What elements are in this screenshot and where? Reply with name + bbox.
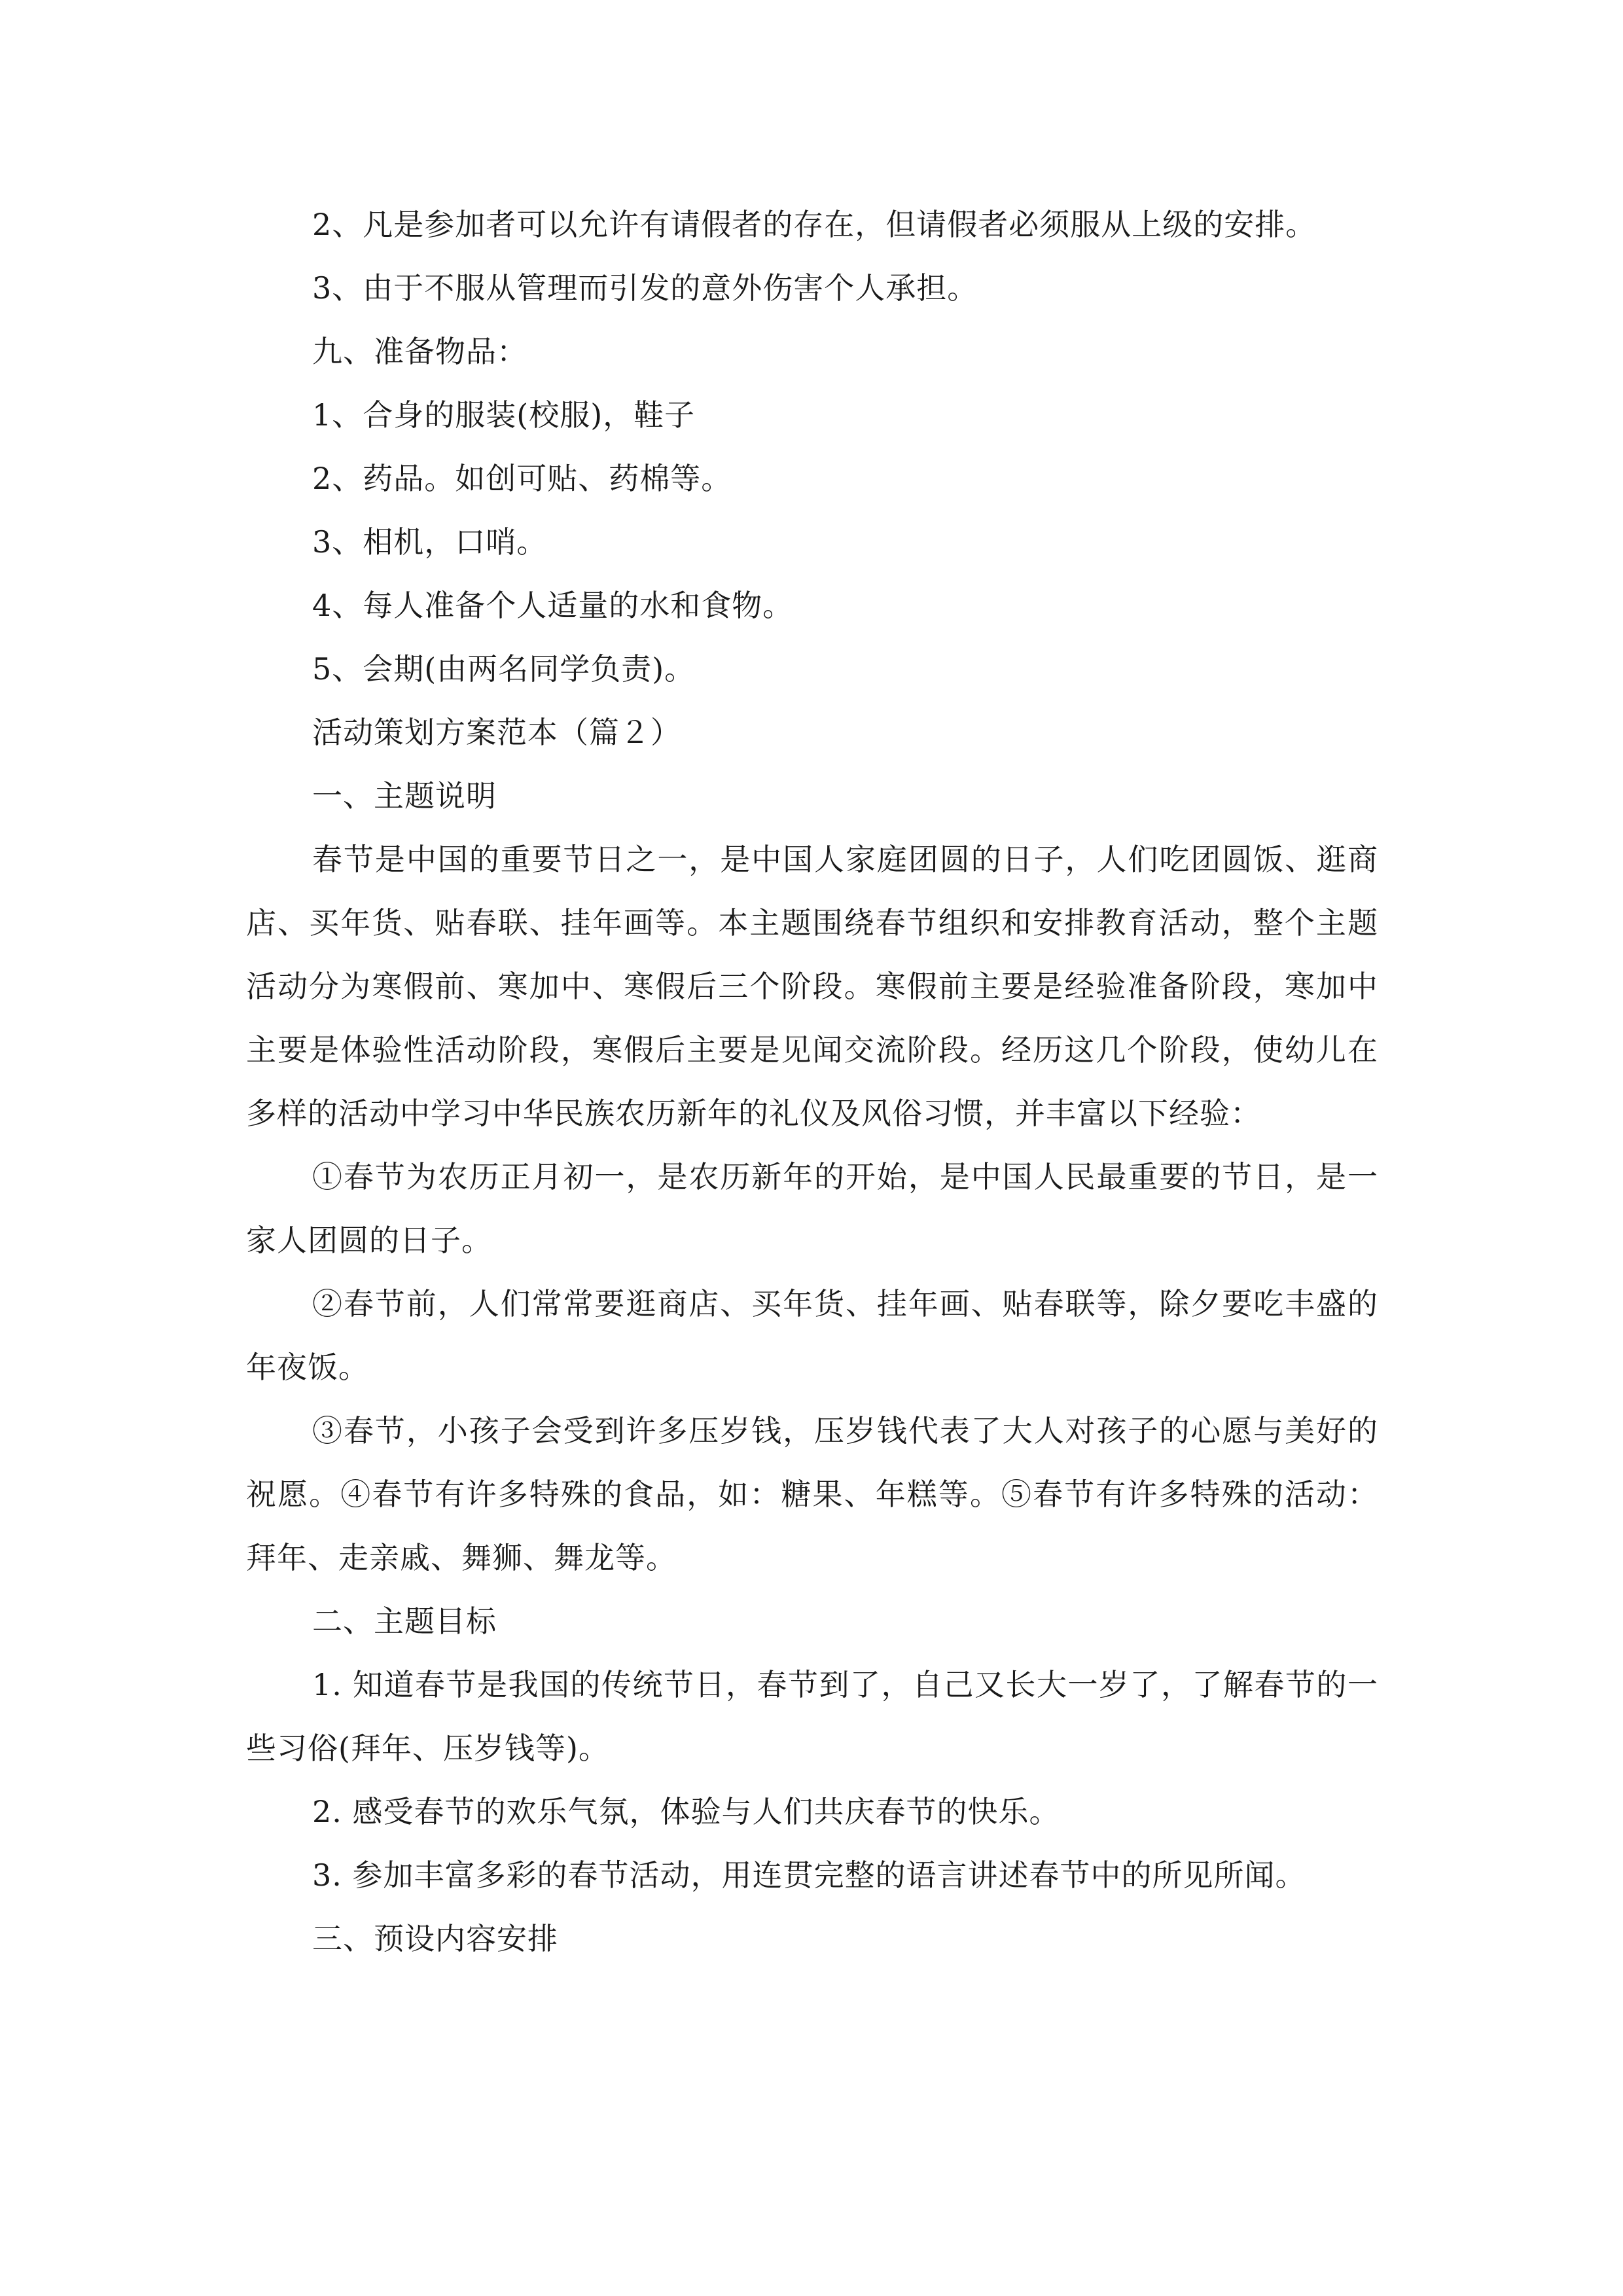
heading-theme-goals: 二、主题目标 (312, 1604, 497, 1639)
document-body (246, 193, 1378, 1971)
item-line-4: 4、每人准备个人适量的水和食物。 (312, 588, 794, 623)
paragraph-point-1: ①春节为农历正月初一，是农历新年的开始，是中国人民最重要的节日，是一家人团圆的日子。 (246, 1159, 1378, 1258)
item-line-2: 2、药品。如创可贴、药棉等。 (312, 461, 732, 496)
item-line-1: 1、合身的服装(校服)，鞋子 (312, 397, 696, 433)
item-line-3: 3、相机，口哨。 (312, 524, 548, 560)
paragraph-point-2: ②春节前，人们常常要逛商店、买年货、挂年画、贴春联等，除夕要吃丰盛的年夜饭。 (246, 1286, 1378, 1385)
rule-line-2: 2、凡是参加者可以允许有请假者的存在，但请假者必须服从上级的安排。 (312, 207, 1317, 242)
goal-1: 1. 知道春节是我国的传统节日，春节到了，自己又长大一岁了，了解春节的一些习俗(拜年、压岁钱等)。 (246, 1667, 1378, 1766)
paragraph-point-3-5: ③春节，小孩子会受到许多压岁钱，压岁钱代表了大人对孩子的心愿与美好的祝愿。④春节有许多特殊的食品，如：糖果、年糕等。⑤春节有许多特殊的活动：拜年、走亲戚、舞狮、舞龙等。 (246, 1413, 1378, 1575)
heading-theme-description: 一、主题说明 (312, 778, 497, 814)
items-heading: 九、准备物品： (312, 334, 527, 369)
section-title: 活动策划方案范本（篇２） (312, 715, 681, 750)
item-line-5: 5、会期(由两名同学负责)。 (312, 651, 696, 687)
goal-2: 2. 感受春节的欢乐气氛，体验与人们共庆春节的快乐。 (312, 1794, 1060, 1829)
goal-3: 3. 参加丰富多彩的春节活动，用连贯完整的语言讲述春节中的所见所闻。 (312, 1857, 1306, 1893)
rule-line-3: 3、由于不服从管理而引发的意外伤害个人承担。 (312, 270, 978, 306)
heading-content-plan: 三、预设内容安排 (312, 1921, 558, 1956)
paragraph-theme: 春节是中国的重要节日之一，是中国人家庭团圆的日子，人们吃团圆饭、逛商店、买年货、贴春联、挂年画等。本主题围绕春节组织和安排教育活动，整个主题活动分为寒假前、寒加中、寒假后三个阶段。寒假前主要是经验准备阶段，寒加中主要是体验性活动阶段，寒假后主要是见闻交流阶段。经历这几个阶段，使幼儿在多样的活动中学习中华民族农历新年的礼仪及风俗习惯，并丰富以下经验： (246, 842, 1378, 1131)
